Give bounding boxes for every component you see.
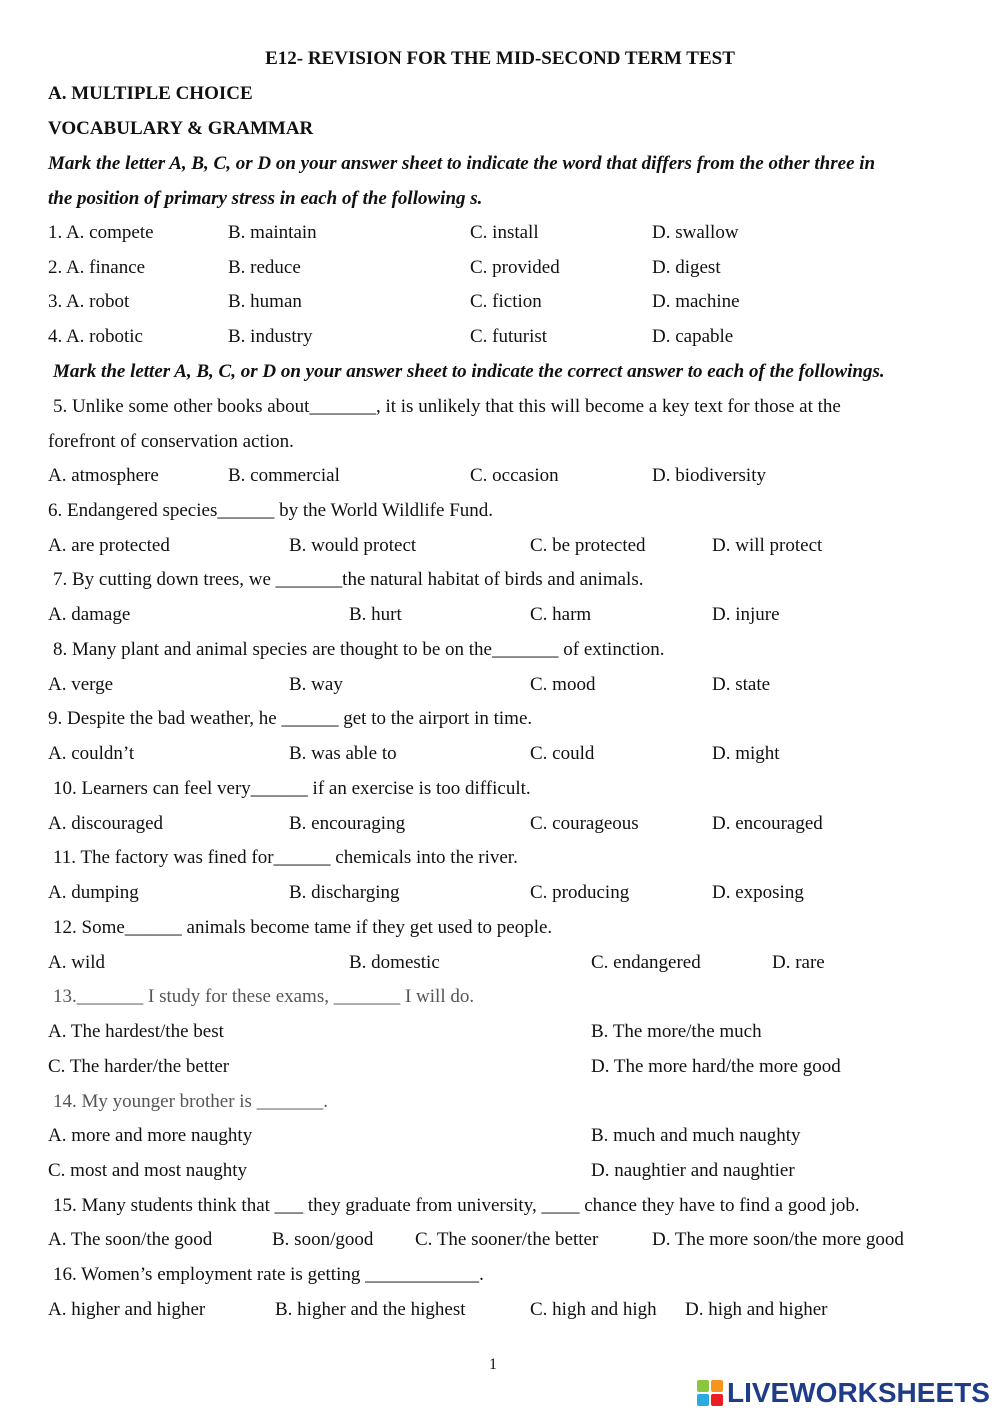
q7-option-a[interactable]: A. damage <box>48 604 131 625</box>
q7-option-b[interactable]: B. hurt <box>349 604 402 625</box>
option-d[interactable]: D. swallow <box>652 222 739 243</box>
question-16-stem: 16. Women’s employment rate is getting ____________. <box>53 1264 484 1285</box>
question-5-stem: 5. Unlike some other books about_______, it is unlikely that this will become a key text for those at the <box>53 396 841 417</box>
option-b[interactable]: B. human <box>228 291 302 312</box>
q16-option-a[interactable]: A. higher and higher <box>48 1299 206 1320</box>
option-c[interactable]: C. fiction <box>470 291 542 312</box>
option-d[interactable]: D. capable <box>652 326 734 347</box>
instruction-stress-line2: the position of primary stress in each of the following s. <box>48 188 483 209</box>
page-title: E12- REVISION FOR THE MID-SECOND TERM TEST <box>265 48 735 69</box>
q9-option-c[interactable]: C. could <box>530 743 595 764</box>
q14-option-d[interactable]: D. naughtier and naughtier <box>591 1160 795 1181</box>
q11-option-a[interactable]: A. dumping <box>48 882 139 903</box>
q5-option-c[interactable]: C. occasion <box>470 465 559 486</box>
question-6-stem: 6. Endangered species______ by the World Wildlife Fund. <box>48 500 494 521</box>
question-7-stem: 7. By cutting down trees, we _______the natural habitat of birds and animals. <box>53 569 644 590</box>
question-12-stem: 12. Some______ animals become tame if they get used to people. <box>53 917 553 938</box>
option-a[interactable]: 4. A. robotic <box>48 326 143 347</box>
q9-option-a[interactable]: A. couldn’t <box>48 743 135 764</box>
instruction-stress-line1: Mark the letter A, B, C, or D on your answer sheet to indicate the word that differs from the other three in <box>48 153 876 174</box>
q12-option-d[interactable]: D. rare <box>772 952 825 973</box>
option-a[interactable]: 1. A. compete <box>48 222 154 243</box>
q14-option-a[interactable]: A. more and more naughty <box>48 1125 253 1146</box>
q6-option-a[interactable]: A. are protected <box>48 535 170 556</box>
q16-option-b[interactable]: B. higher and the highest <box>275 1299 466 1320</box>
q6-option-c[interactable]: C. be protected <box>530 535 646 556</box>
logo-text: LIVEWORKSHEETS <box>727 1377 990 1408</box>
option-b[interactable]: B. industry <box>228 326 313 347</box>
option-d[interactable]: D. machine <box>652 291 740 312</box>
q11-option-d[interactable]: D. exposing <box>712 882 804 903</box>
q16-option-c[interactable]: C. high and high <box>530 1299 657 1320</box>
q15-option-b[interactable]: B. soon/good <box>272 1229 374 1250</box>
option-c[interactable]: C. futurist <box>470 326 548 347</box>
q13-option-d[interactable]: D. The more hard/the more good <box>591 1056 841 1077</box>
liveworksheets-logo-icon <box>697 1380 723 1406</box>
option-c[interactable]: C. install <box>470 222 539 243</box>
question-10-stem: 10. Learners can feel very______ if an exercise is too difficult. <box>53 778 531 799</box>
q6-option-b[interactable]: B. would protect <box>289 535 417 556</box>
q11-option-c[interactable]: C. producing <box>530 882 630 903</box>
q11-option-b[interactable]: B. discharging <box>289 882 400 903</box>
q15-option-c[interactable]: C. The sooner/the better <box>415 1229 599 1250</box>
logo-square-green <box>697 1380 709 1392</box>
q8-option-a[interactable]: A. verge <box>48 674 114 695</box>
q5-option-d[interactable]: D. biodiversity <box>652 465 766 486</box>
question-11-stem: 11. The factory was fined for______ chemicals into the river. <box>53 847 518 868</box>
q14-option-b[interactable]: B. much and much naughty <box>591 1125 801 1146</box>
logo-square-blue <box>697 1394 709 1406</box>
question-5-stem-cont: forefront of conservation action. <box>48 431 294 452</box>
question-9-stem: 9. Despite the bad weather, he ______ get to the airport in time. <box>48 708 533 729</box>
question-15-stem: 15. Many students think that ___ they graduate from university, ____ chance they have to find a good job. <box>53 1195 860 1216</box>
q10-option-a[interactable]: A. discouraged <box>48 813 164 834</box>
q5-option-a[interactable]: A. atmosphere <box>48 465 159 486</box>
q10-option-c[interactable]: C. courageous <box>530 813 639 834</box>
option-b[interactable]: B. reduce <box>228 257 301 278</box>
liveworksheets-logo[interactable] <box>697 1376 990 1410</box>
q15-option-d[interactable]: D. The more soon/the more good <box>652 1229 904 1250</box>
option-c[interactable]: C. provided <box>470 257 560 278</box>
q8-option-c[interactable]: C. mood <box>530 674 596 695</box>
q12-option-a[interactable]: A. wild <box>48 952 105 973</box>
subsection-heading: VOCABULARY & GRAMMAR <box>48 118 314 139</box>
q15-option-a[interactable]: A. The soon/the good <box>48 1229 213 1250</box>
option-b[interactable]: B. maintain <box>228 222 317 243</box>
q6-option-d[interactable]: D. will protect <box>712 535 823 556</box>
q12-option-b[interactable]: B. domestic <box>349 952 440 973</box>
q9-option-d[interactable]: D. might <box>712 743 780 764</box>
q10-option-d[interactable]: D. encouraged <box>712 813 823 834</box>
q5-option-b[interactable]: B. commercial <box>228 465 340 486</box>
q9-option-b[interactable]: B. was able to <box>289 743 397 764</box>
q10-option-b[interactable]: B. encouraging <box>289 813 406 834</box>
q8-option-b[interactable]: B. way <box>289 674 343 695</box>
q13-option-c[interactable]: C. The harder/the better <box>48 1056 230 1077</box>
q12-option-c[interactable]: C. endangered <box>591 952 701 973</box>
logo-square-orange <box>711 1380 723 1392</box>
question-14-stem: 14. My younger brother is _______. <box>53 1091 328 1112</box>
page-number: 1 <box>489 1356 497 1373</box>
q13-option-a[interactable]: A. The hardest/the best <box>48 1021 224 1042</box>
logo-square-red <box>711 1394 723 1406</box>
q8-option-d[interactable]: D. state <box>712 674 771 695</box>
question-8-stem: 8. Many plant and animal species are thought to be on the_______ of extinction. <box>53 639 665 660</box>
q7-option-d[interactable]: D. injure <box>712 604 780 625</box>
q14-option-c[interactable]: C. most and most naughty <box>48 1160 247 1181</box>
q7-option-c[interactable]: C. harm <box>530 604 592 625</box>
option-d[interactable]: D. digest <box>652 257 721 278</box>
option-a[interactable]: 2. A. finance <box>48 257 146 278</box>
section-heading: A. MULTIPLE CHOICE <box>48 83 253 104</box>
q16-option-d[interactable]: D. high and higher <box>685 1299 828 1320</box>
question-13-stem: 13._______ I study for these exams, _______ I will do. <box>53 986 475 1007</box>
option-a[interactable]: 3. A. robot <box>48 291 130 312</box>
q13-option-b[interactable]: B. The more/the much <box>591 1021 762 1042</box>
instruction-correct-answer: Mark the letter A, B, C, or D on your answer sheet to indicate the correct answer to each of the followings. <box>53 361 885 382</box>
